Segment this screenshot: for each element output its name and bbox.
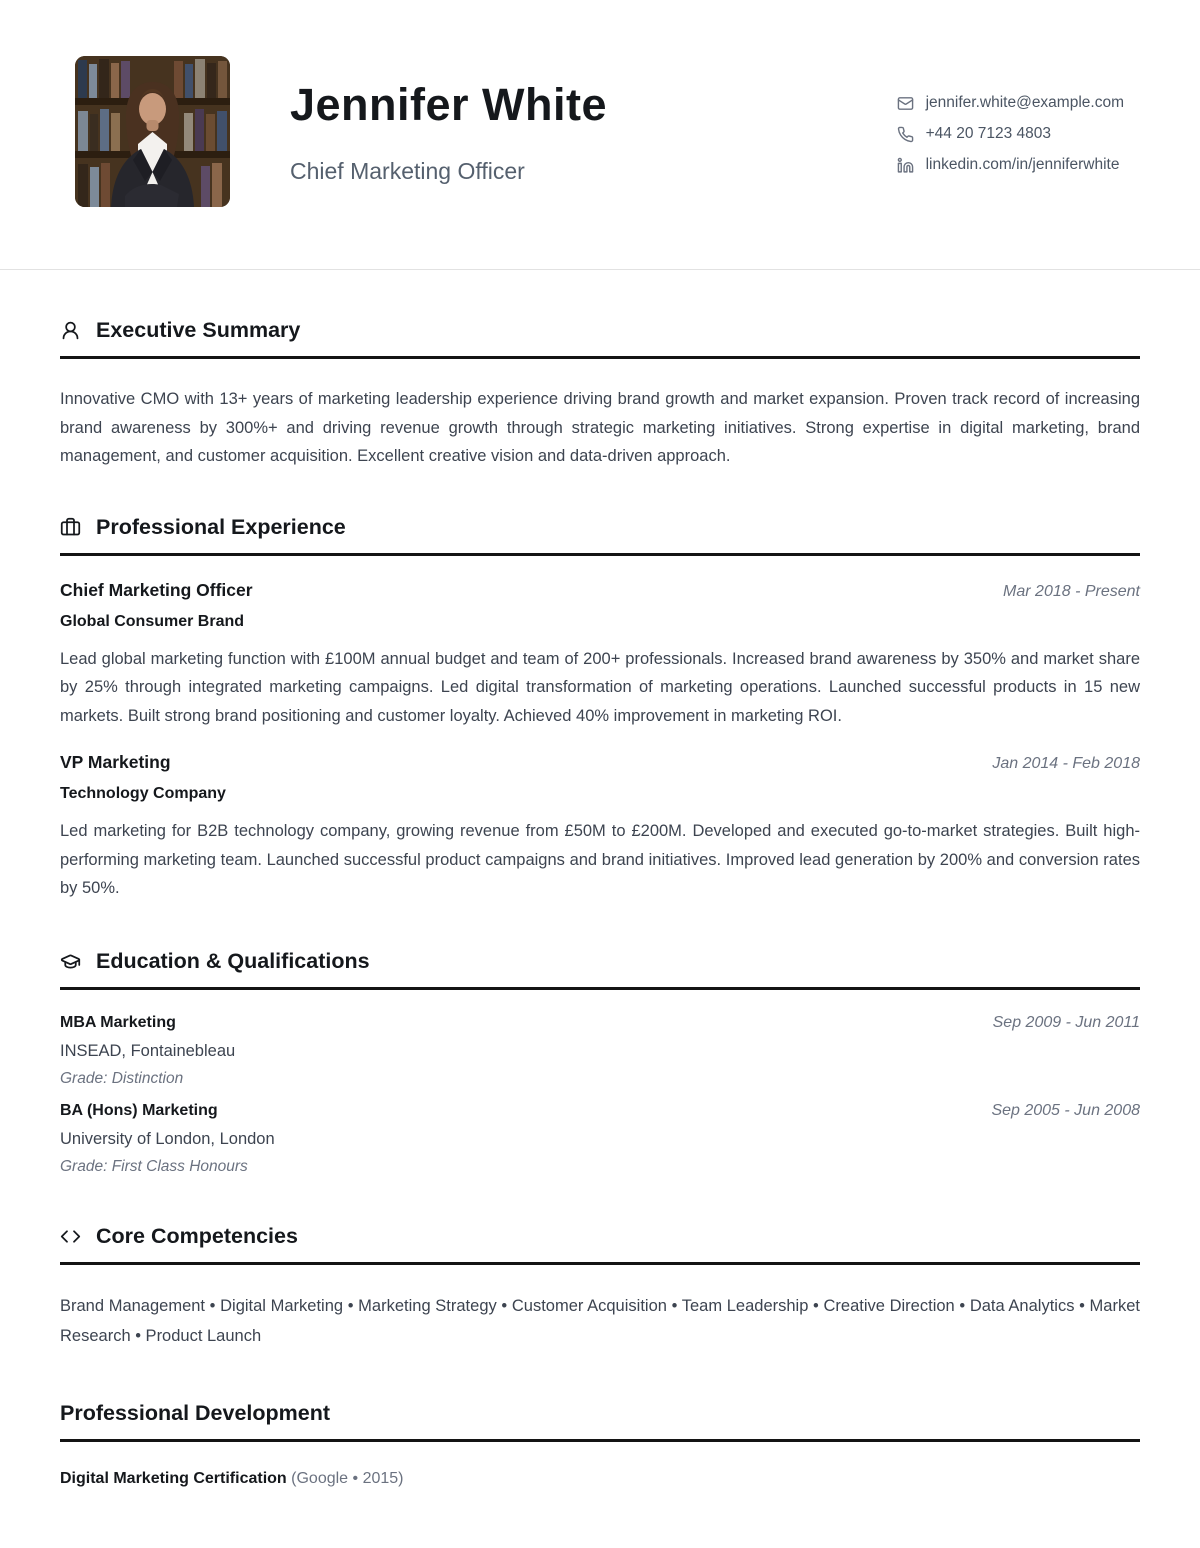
summary-heading-row xyxy=(60,318,1140,343)
education-school: INSEAD, Fontainebleau xyxy=(60,1041,236,1060)
header xyxy=(0,0,1200,270)
contact-list xyxy=(897,56,1124,174)
experience-heading: Professional Experience xyxy=(96,514,346,539)
job-header-row xyxy=(60,580,1140,601)
job-header-row xyxy=(60,752,1140,773)
section-rule xyxy=(60,1262,1140,1265)
job-title: Chief Marketing Officer xyxy=(60,579,253,600)
contact-email-text: jennifer.white@example.com xyxy=(925,94,1124,111)
development-heading-row xyxy=(60,1401,1140,1426)
person-job-title: Chief Marketing Officer xyxy=(290,157,525,184)
job-title: VP Marketing xyxy=(60,752,171,772)
education-header-row xyxy=(60,1014,1140,1032)
education-school: University of London, London xyxy=(60,1129,275,1148)
contact-linkedin[interactable] xyxy=(897,156,1124,174)
section-professional-experience xyxy=(60,515,1140,903)
experience-heading-row xyxy=(60,515,1140,540)
education-dates: Sep 2005 - Jun 2008 xyxy=(991,1101,1140,1119)
competencies-text: Brand Management • Digital Marketing • Marketing Strategy • Customer Acquisition • Team Leadership • Creative Direction • Data Analytics • Market Research • Product Launch xyxy=(60,1296,1140,1345)
certification-line xyxy=(60,1470,1140,1488)
contact-linkedin-text: linkedin.com/in/jenniferwhite xyxy=(925,156,1120,173)
job-company: Technology Company xyxy=(60,785,226,802)
certification-name: Digital Marketing Certification xyxy=(60,1469,287,1487)
email-icon xyxy=(897,95,914,112)
competencies-heading: Core Competencies xyxy=(96,1223,298,1248)
job-item xyxy=(60,580,1140,731)
education-grade: Grade: Distinction xyxy=(60,1069,184,1087)
section-executive-summary xyxy=(60,318,1140,471)
job-company: Global Consumer Brand xyxy=(60,612,245,630)
section-rule xyxy=(60,356,1140,359)
education-heading: Education & Qualifications xyxy=(96,948,370,973)
summary-text: Innovative CMO with 13+ years of marketing leadership experience driving brand growth and market expansion. Proven track record of increasing brand awareness by 300%+ and driving revenue growth through strategic marketing initiatives. Strong expertise in digital marketing, brand management, and customer acquisition. Excellent creative vision and data-driven approach. xyxy=(60,390,1140,465)
linkedin-icon xyxy=(897,157,914,174)
job-dates: Jan 2014 - Feb 2018 xyxy=(992,755,1140,772)
contact-email[interactable] xyxy=(897,94,1124,112)
person-name: Jennifer White xyxy=(290,79,608,130)
phone-icon xyxy=(897,126,914,143)
job-description: Lead global marketing function with £100M annual budget and team of 200+ professionals. Increased brand awareness by 350% and market share by 25% through integrated marketing campaigns. Led digital transformation of marketing operations. Launched successful products in 15 new markets. Built strong brand positioning and customer loyalty. Achieved 40% improvement in marketing ROI. xyxy=(60,649,1140,725)
education-header-row xyxy=(60,1102,1140,1120)
briefcase-icon xyxy=(60,517,81,538)
graduation-cap-icon xyxy=(60,951,81,972)
summary-heading: Executive Summary xyxy=(96,318,301,342)
job-description: Led marketing for B2B technology company, growing revenue from £50M to £200M. Developed and executed go-to-market strategies. Built high-performing marketing team. Launched successful product campaigns and brand initiatives. Improved lead generation by 200% and conversion rates by 50%. xyxy=(60,822,1140,897)
education-dates: Sep 2009 - Jun 2011 xyxy=(992,1013,1140,1031)
education-degree: MBA Marketing xyxy=(60,1013,176,1031)
education-item xyxy=(60,1014,1140,1088)
section-rule xyxy=(60,1439,1140,1442)
user-icon xyxy=(60,320,81,341)
section-education xyxy=(60,949,1140,1176)
development-heading: Professional Development xyxy=(60,1400,331,1425)
education-grade: Grade: First Class Honours xyxy=(60,1157,248,1175)
profile-photo xyxy=(75,56,230,207)
section-rule xyxy=(60,553,1140,556)
identity-block xyxy=(290,56,607,185)
section-core-competencies xyxy=(60,1224,1140,1351)
contact-phone[interactable] xyxy=(897,125,1124,143)
education-heading-row xyxy=(60,949,1140,974)
section-professional-development xyxy=(60,1401,1140,1488)
competencies-heading-row xyxy=(60,1224,1140,1249)
code-icon xyxy=(60,1226,81,1247)
job-dates: Mar 2018 - Present xyxy=(1003,582,1140,600)
certification-detail: (Google • 2015) xyxy=(291,1469,404,1487)
education-degree: BA (Hons) Marketing xyxy=(60,1101,218,1119)
education-item xyxy=(60,1102,1140,1176)
contact-phone-text: +44 20 7123 4803 xyxy=(925,125,1052,142)
section-rule xyxy=(60,987,1140,990)
resume-body xyxy=(0,318,1200,1488)
job-item xyxy=(60,752,1140,903)
